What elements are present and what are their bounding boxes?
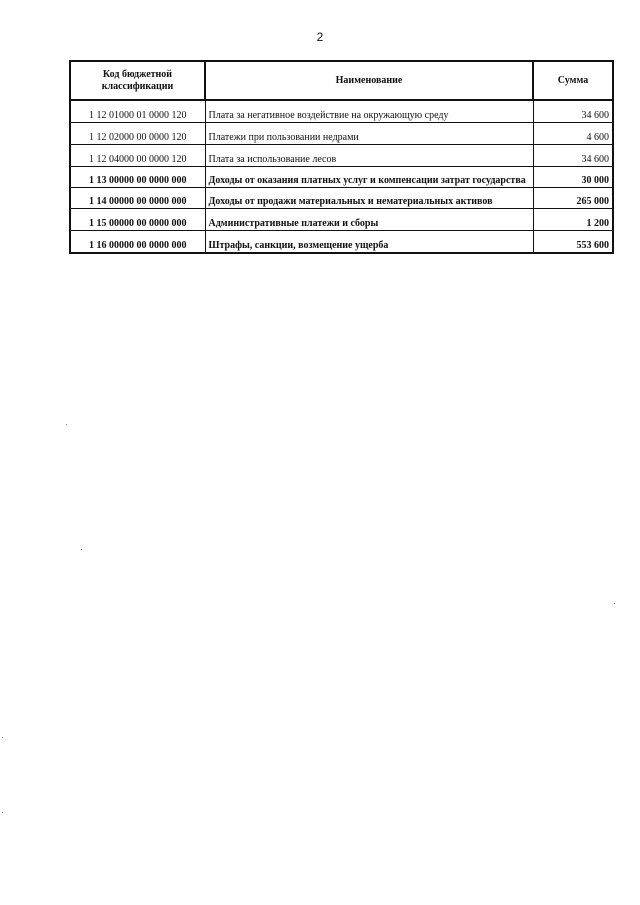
row-sum: 34 600 <box>533 145 613 167</box>
row-name: Штрафы, санкции, возмещение ущерба <box>205 231 533 254</box>
row-name: Плата за использование лесов <box>205 145 533 167</box>
row-sum: 4 600 <box>533 123 613 145</box>
page-number: 2 <box>316 30 324 44</box>
row-code: 1 12 01000 01 0000 120 <box>70 100 205 123</box>
row-sum: 1 200 <box>533 209 613 231</box>
scan-speck <box>614 603 615 604</box>
row-code: 1 12 04000 00 0000 120 <box>70 145 205 167</box>
header-sum: Сумма <box>533 61 613 100</box>
header-code: Код бюджетной классификации <box>70 61 205 100</box>
row-code: 1 15 00000 00 0000 000 <box>70 209 205 231</box>
row-sum: 30 000 <box>533 167 613 188</box>
row-code: 1 12 02000 00 0000 120 <box>70 123 205 145</box>
table-row <box>70 145 613 167</box>
table-row <box>70 188 613 209</box>
header-name: Наименование <box>205 61 533 100</box>
row-name: Плата за негативное воздействие на окружающую среду <box>205 100 533 123</box>
row-sum: 34 600 <box>533 100 613 123</box>
table-row <box>70 209 613 231</box>
table-header-row <box>70 61 613 100</box>
row-code: 1 14 00000 00 0000 000 <box>70 188 205 209</box>
table-row <box>70 167 613 188</box>
table-row <box>70 231 613 254</box>
scan-speck <box>81 549 82 550</box>
scan-speck <box>2 737 3 738</box>
row-code: 1 13 00000 00 0000 000 <box>70 167 205 188</box>
row-name: Административные платежи и сборы <box>205 209 533 231</box>
row-name: Доходы от оказания платных услуг и компенсации затрат государства <box>205 167 533 188</box>
row-sum: 553 600 <box>533 231 613 254</box>
row-name: Платежи при пользовании недрами <box>205 123 533 145</box>
table-row <box>70 123 613 145</box>
budget-revenue-table <box>69 60 614 254</box>
table-row <box>70 100 613 123</box>
row-name: Доходы от продажи материальных и нематериальных активов <box>205 188 533 209</box>
row-sum: 265 000 <box>533 188 613 209</box>
scan-speck <box>2 812 3 813</box>
scan-speck <box>66 424 67 425</box>
row-code: 1 16 00000 00 0000 000 <box>70 231 205 254</box>
